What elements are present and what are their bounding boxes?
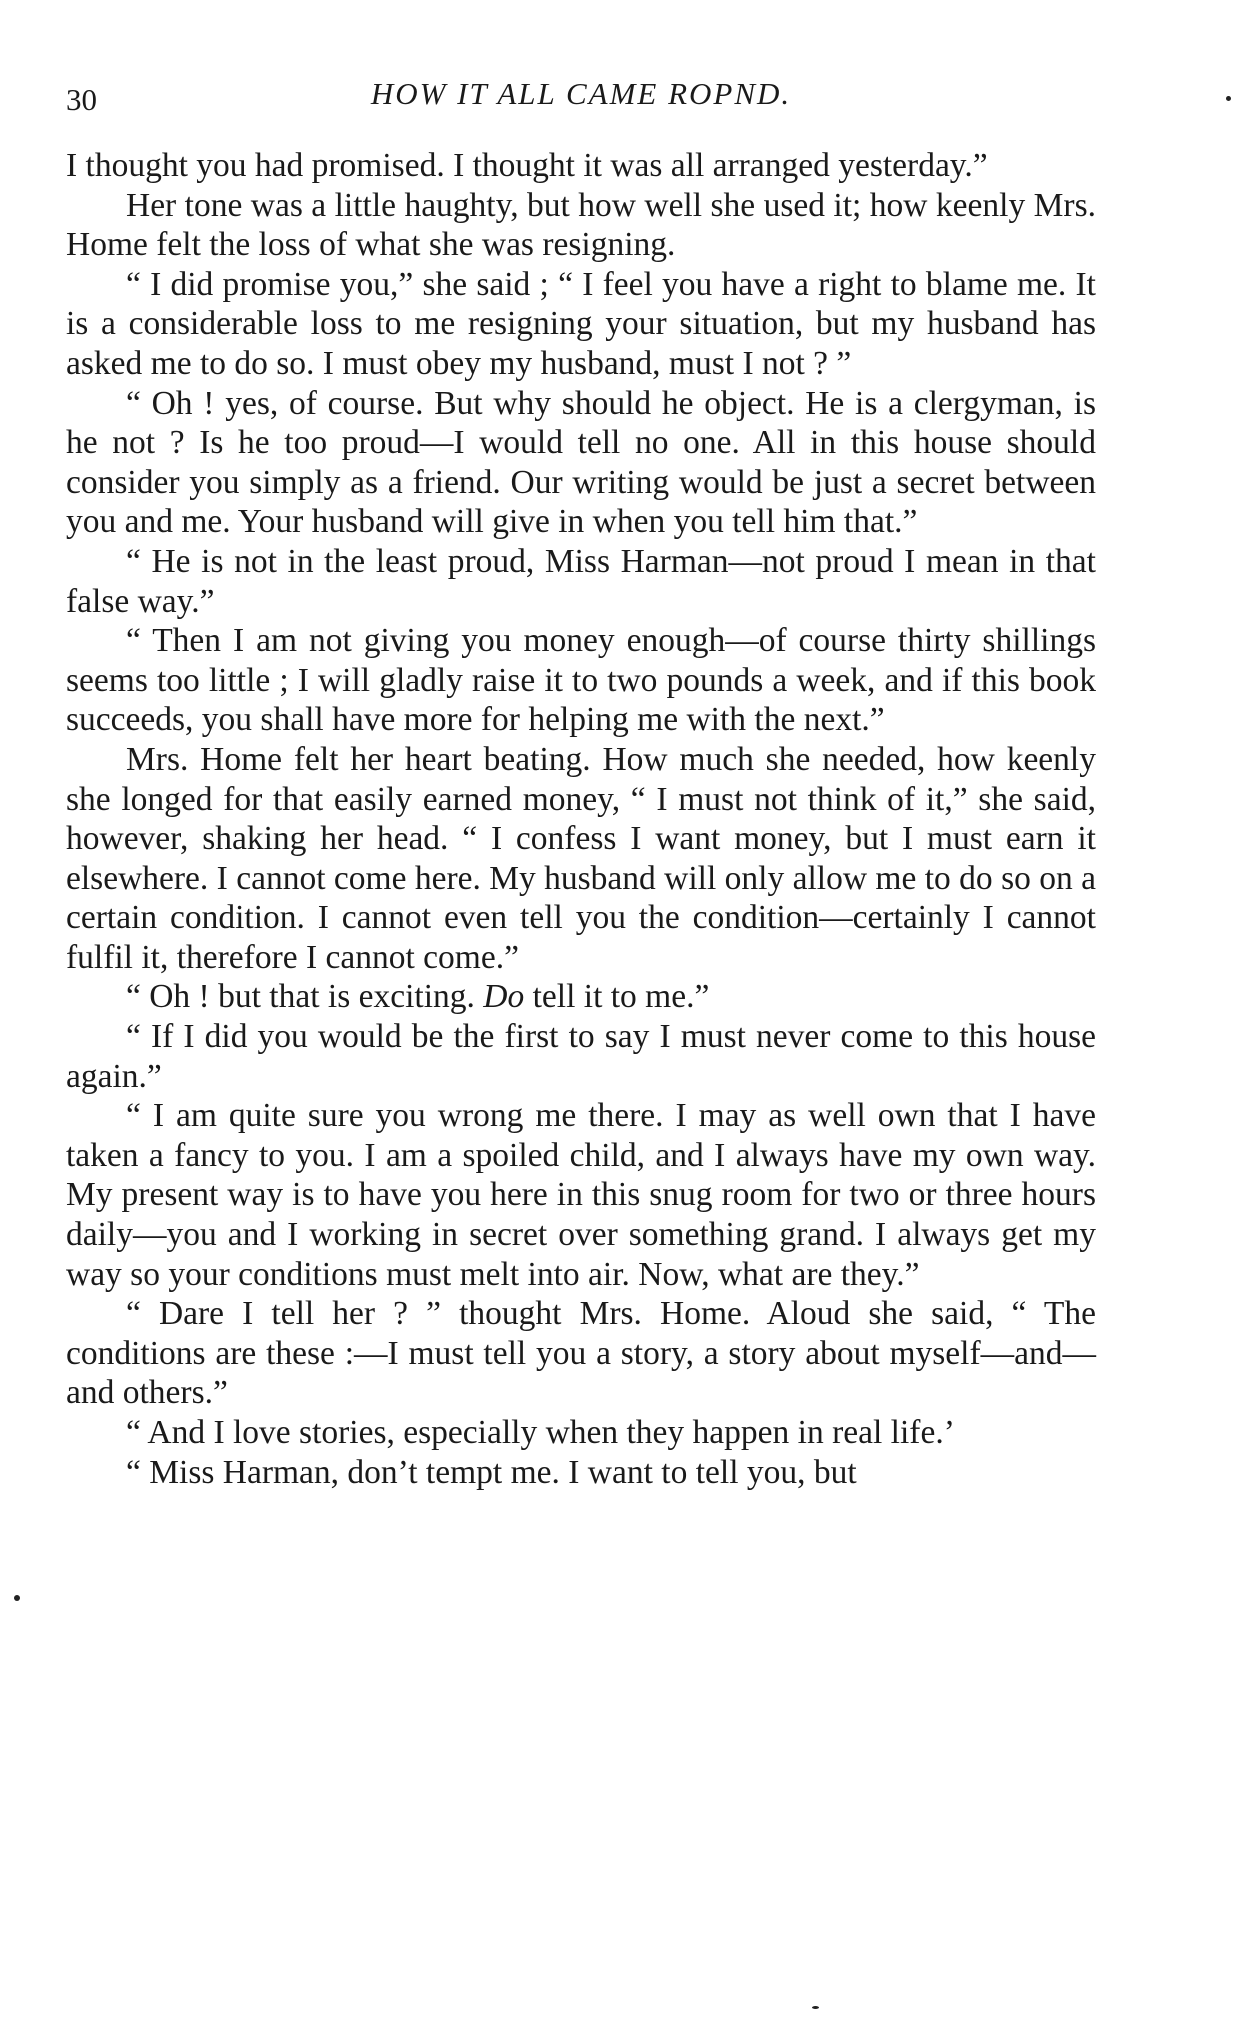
margin-speck: [1226, 96, 1231, 101]
paragraph: [66, 977, 1096, 1017]
paragraph: Her tone was a little haughty, but how well she used it; how keenly Mrs. Home felt the loss of what she was resigning.: [66, 186, 1096, 264]
page-number: 30: [66, 82, 97, 117]
paragraph: I thought you had promised. I thought it was all arranged yesterday.”: [66, 147, 988, 184]
paragraph: “ Miss Harman, don’t tempt me. I want to tell you, but: [126, 1453, 857, 1491]
paragraph-text: “ Oh ! but that is exciting.: [126, 978, 484, 1016]
page-header: [66, 76, 1096, 126]
running-title: HOW IT ALL CAME ROPND.: [370, 76, 792, 111]
paragraph: “ I am quite sure you wrong me there. I may as well own that I have taken a fancy to you. I am a spoiled child, and I always have my own way. My present way is to have you here in this snug room for two or three hours daily—you and I working in secret over something grand. I always get my way so your conditions must melt into air. Now, what are they.”: [66, 1097, 1096, 1293]
paragraph: “ I did promise you,” she said ; “ I feel you have a right to blame me. It is a considerable loss to me resigning your situation, but my husband has asked me to do so. I must obey my husband, must I not ? ”: [66, 265, 1096, 382]
paragraph: “ If I did you would be the first to say I must never come to this house again.”: [66, 1018, 1096, 1095]
paragraph-text: tell it to me.”: [524, 978, 710, 1016]
paragraph: “ Dare I tell her ? ” thought Mrs. Home. Aloud she said, “ The conditions are these :—I must tell you a story, a story about myself—and—and others.”: [66, 1295, 1096, 1412]
body-text: [66, 146, 1096, 1492]
margin-speck: [14, 1595, 20, 1601]
emphasized-word: Do: [483, 978, 525, 1016]
paragraph: “ Oh ! yes, of course. But why should he object. He is a clergyman, is he not ? Is he too proud—I would tell no one. All in this house should consider you simply as a friend. Our writing would be just a secret between you and me. Your husband will give in when you tell him that.”: [66, 384, 1096, 541]
paragraph: Mrs. Home felt her heart beating. How much she needed, how keenly she longed for that easily earned money, “ I must not think of it,” she said, however, shaking her head. “ I confess I want money, but I must earn it elsewhere. I cannot come here. My husband will only allow me to do so on a certain condition. I cannot even tell you the condition—certainly I cannot fulfil it, therefore I cannot come.”: [66, 740, 1096, 976]
paragraph: “ He is not in the least proud, Miss Harman—not proud I mean in that false way.”: [66, 542, 1096, 620]
paragraph: “ Then I am not giving you money enough—of course thirty shillings seems too little ; I will gladly raise it to two pounds a week, and if this book succeeds, you shall have more for helping me with the next.”: [66, 622, 1096, 739]
paragraph: “ And I love stories, especially when they happen in real life.’: [126, 1414, 955, 1451]
bottom-speck: [812, 2006, 819, 2009]
